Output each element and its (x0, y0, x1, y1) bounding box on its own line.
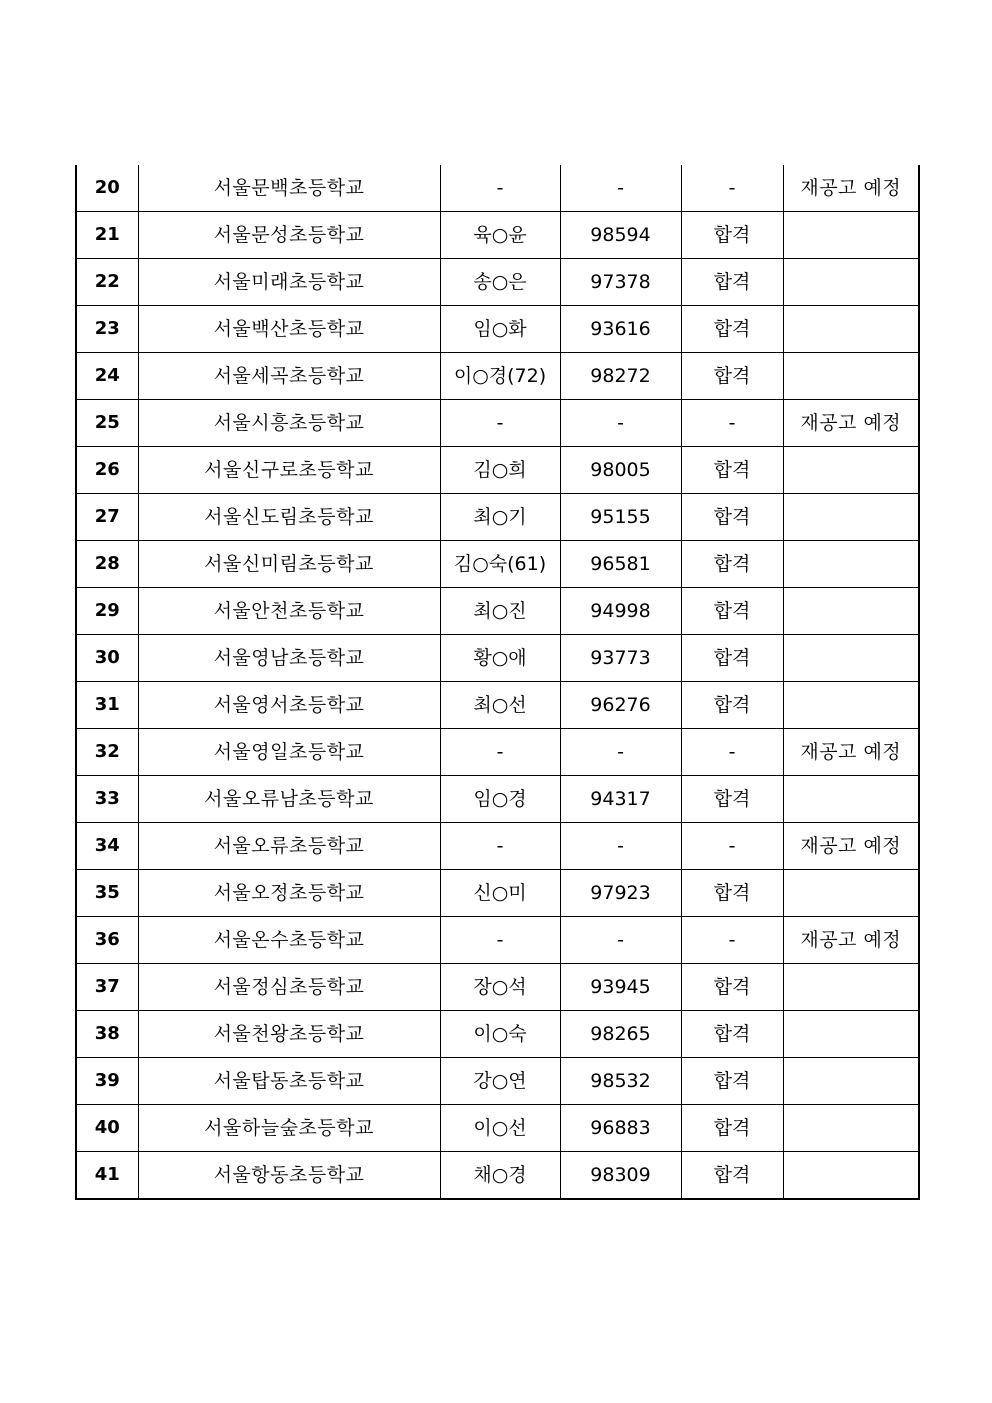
candidate-name-cell: 김○숙(61) (440, 541, 560, 588)
table-row (76, 823, 919, 870)
row-number-cell: 38 (76, 1011, 138, 1058)
candidate-name-cell: 임○경 (440, 776, 560, 823)
candidate-id-cell: 97378 (560, 259, 681, 306)
note-cell (783, 682, 919, 729)
candidate-name-cell: 이○선 (440, 1105, 560, 1152)
result-status-cell: - (681, 729, 783, 776)
school-name-cell: 서울천왕초등학교 (138, 1011, 440, 1058)
candidate-name-cell: - (440, 917, 560, 964)
school-name-cell: 서울문백초등학교 (138, 165, 440, 212)
candidate-name-cell: 채○경 (440, 1152, 560, 1200)
candidate-name-cell: - (440, 400, 560, 447)
row-number-cell: 23 (76, 306, 138, 353)
candidate-id-cell: - (560, 165, 681, 212)
result-status-cell: 합격 (681, 353, 783, 400)
table-row (76, 682, 919, 729)
candidate-name-cell: 강○연 (440, 1058, 560, 1105)
table-row (76, 400, 919, 447)
candidate-id-cell: 98272 (560, 353, 681, 400)
school-name-cell: 서울영서초등학교 (138, 682, 440, 729)
row-number-cell: 41 (76, 1152, 138, 1200)
table-row (76, 1011, 919, 1058)
table-row (76, 1152, 919, 1200)
candidate-id-cell: - (560, 917, 681, 964)
row-number-cell: 31 (76, 682, 138, 729)
result-status-cell: 합격 (681, 682, 783, 729)
school-name-cell: 서울오정초등학교 (138, 870, 440, 917)
candidate-id-cell: 98532 (560, 1058, 681, 1105)
candidate-name-cell: 이○경(72) (440, 353, 560, 400)
table-row (76, 165, 919, 212)
candidate-name-cell: 장○석 (440, 964, 560, 1011)
table-row (76, 447, 919, 494)
table-row (76, 635, 919, 682)
candidate-name-cell: 송○은 (440, 259, 560, 306)
candidate-name-cell: 황○애 (440, 635, 560, 682)
result-status-cell: 합격 (681, 964, 783, 1011)
row-number-cell: 30 (76, 635, 138, 682)
candidate-id-cell: 98594 (560, 212, 681, 259)
row-number-cell: 33 (76, 776, 138, 823)
row-number-cell: 36 (76, 917, 138, 964)
candidate-name-cell: 이○숙 (440, 1011, 560, 1058)
candidate-id-cell: 94998 (560, 588, 681, 635)
note-cell (783, 964, 919, 1011)
candidate-id-cell: 98005 (560, 447, 681, 494)
table-row (76, 729, 919, 776)
note-cell (783, 494, 919, 541)
table-row (76, 353, 919, 400)
row-number-cell: 25 (76, 400, 138, 447)
school-name-cell: 서울미래초등학교 (138, 259, 440, 306)
result-status-cell: - (681, 917, 783, 964)
result-status-cell: 합격 (681, 541, 783, 588)
note-cell: 재공고 예정 (783, 917, 919, 964)
school-name-cell: 서울영일초등학교 (138, 729, 440, 776)
table-row (76, 870, 919, 917)
table-row (76, 588, 919, 635)
candidate-name-cell: 신○미 (440, 870, 560, 917)
row-number-cell: 29 (76, 588, 138, 635)
candidate-name-cell: - (440, 823, 560, 870)
table-row (76, 494, 919, 541)
candidate-name-cell: 김○희 (440, 447, 560, 494)
table-row (76, 541, 919, 588)
school-name-cell: 서울세곡초등학교 (138, 353, 440, 400)
school-name-cell: 서울영남초등학교 (138, 635, 440, 682)
result-status-cell: 합격 (681, 776, 783, 823)
note-cell (783, 1058, 919, 1105)
result-status-cell: 합격 (681, 635, 783, 682)
table-row (76, 1105, 919, 1152)
candidate-id-cell: - (560, 823, 681, 870)
school-name-cell: 서울신도림초등학교 (138, 494, 440, 541)
school-name-cell: 서울오류남초등학교 (138, 776, 440, 823)
school-name-cell: 서울항동초등학교 (138, 1152, 440, 1200)
result-status-cell: 합격 (681, 1152, 783, 1200)
note-cell: 재공고 예정 (783, 400, 919, 447)
note-cell (783, 588, 919, 635)
candidate-id-cell: 96581 (560, 541, 681, 588)
note-cell (783, 776, 919, 823)
school-name-cell: 서울온수초등학교 (138, 917, 440, 964)
note-cell: 재공고 예정 (783, 165, 919, 212)
school-name-cell: 서울정심초등학교 (138, 964, 440, 1011)
school-name-cell: 서울문성초등학교 (138, 212, 440, 259)
candidate-id-cell: 96883 (560, 1105, 681, 1152)
result-status-cell: 합격 (681, 494, 783, 541)
result-status-cell: - (681, 400, 783, 447)
row-number-cell: 27 (76, 494, 138, 541)
candidate-id-cell: 94317 (560, 776, 681, 823)
note-cell (783, 259, 919, 306)
result-status-cell: 합격 (681, 447, 783, 494)
note-cell (783, 1152, 919, 1200)
table-row (76, 306, 919, 353)
note-cell (783, 353, 919, 400)
candidate-id-cell: 93945 (560, 964, 681, 1011)
table-row (76, 917, 919, 964)
row-number-cell: 35 (76, 870, 138, 917)
note-cell (783, 870, 919, 917)
candidate-name-cell: 최○진 (440, 588, 560, 635)
result-status-cell: 합격 (681, 870, 783, 917)
school-name-cell: 서울시흥초등학교 (138, 400, 440, 447)
candidate-id-cell: 95155 (560, 494, 681, 541)
candidate-name-cell: 임○화 (440, 306, 560, 353)
table-row (76, 964, 919, 1011)
result-status-cell: - (681, 823, 783, 870)
candidate-id-cell: 93773 (560, 635, 681, 682)
result-status-cell: 합격 (681, 259, 783, 306)
table-row (76, 1058, 919, 1105)
candidate-id-cell: 98309 (560, 1152, 681, 1200)
note-cell (783, 635, 919, 682)
result-status-cell: - (681, 165, 783, 212)
note-cell (783, 447, 919, 494)
row-number-cell: 20 (76, 165, 138, 212)
result-status-cell: 합격 (681, 306, 783, 353)
result-status-cell: 합격 (681, 588, 783, 635)
row-number-cell: 26 (76, 447, 138, 494)
candidate-id-cell: 93616 (560, 306, 681, 353)
note-cell (783, 306, 919, 353)
candidate-id-cell: 98265 (560, 1011, 681, 1058)
row-number-cell: 22 (76, 259, 138, 306)
note-cell (783, 1011, 919, 1058)
candidate-id-cell: 97923 (560, 870, 681, 917)
school-name-cell: 서울안천초등학교 (138, 588, 440, 635)
row-number-cell: 34 (76, 823, 138, 870)
school-name-cell: 서울백산초등학교 (138, 306, 440, 353)
row-number-cell: 32 (76, 729, 138, 776)
results-table (75, 165, 920, 1200)
school-name-cell: 서울탑동초등학교 (138, 1058, 440, 1105)
note-cell (783, 1105, 919, 1152)
candidate-id-cell: 96276 (560, 682, 681, 729)
result-status-cell: 합격 (681, 1105, 783, 1152)
table-row (76, 259, 919, 306)
result-status-cell: 합격 (681, 212, 783, 259)
candidate-name-cell: 최○선 (440, 682, 560, 729)
table-row (76, 212, 919, 259)
results-table-body (76, 165, 919, 1199)
note-cell (783, 541, 919, 588)
school-name-cell: 서울신미림초등학교 (138, 541, 440, 588)
result-status-cell: 합격 (681, 1058, 783, 1105)
candidate-id-cell: - (560, 729, 681, 776)
row-number-cell: 24 (76, 353, 138, 400)
candidate-name-cell: 육○윤 (440, 212, 560, 259)
school-name-cell: 서울오류초등학교 (138, 823, 440, 870)
candidate-name-cell: - (440, 729, 560, 776)
candidate-id-cell: - (560, 400, 681, 447)
row-number-cell: 21 (76, 212, 138, 259)
row-number-cell: 28 (76, 541, 138, 588)
note-cell: 재공고 예정 (783, 729, 919, 776)
note-cell: 재공고 예정 (783, 823, 919, 870)
school-name-cell: 서울신구로초등학교 (138, 447, 440, 494)
table-row (76, 776, 919, 823)
row-number-cell: 39 (76, 1058, 138, 1105)
row-number-cell: 37 (76, 964, 138, 1011)
school-name-cell: 서울하늘숲초등학교 (138, 1105, 440, 1152)
note-cell (783, 212, 919, 259)
candidate-name-cell: 최○기 (440, 494, 560, 541)
result-status-cell: 합격 (681, 1011, 783, 1058)
row-number-cell: 40 (76, 1105, 138, 1152)
candidate-name-cell: - (440, 165, 560, 212)
